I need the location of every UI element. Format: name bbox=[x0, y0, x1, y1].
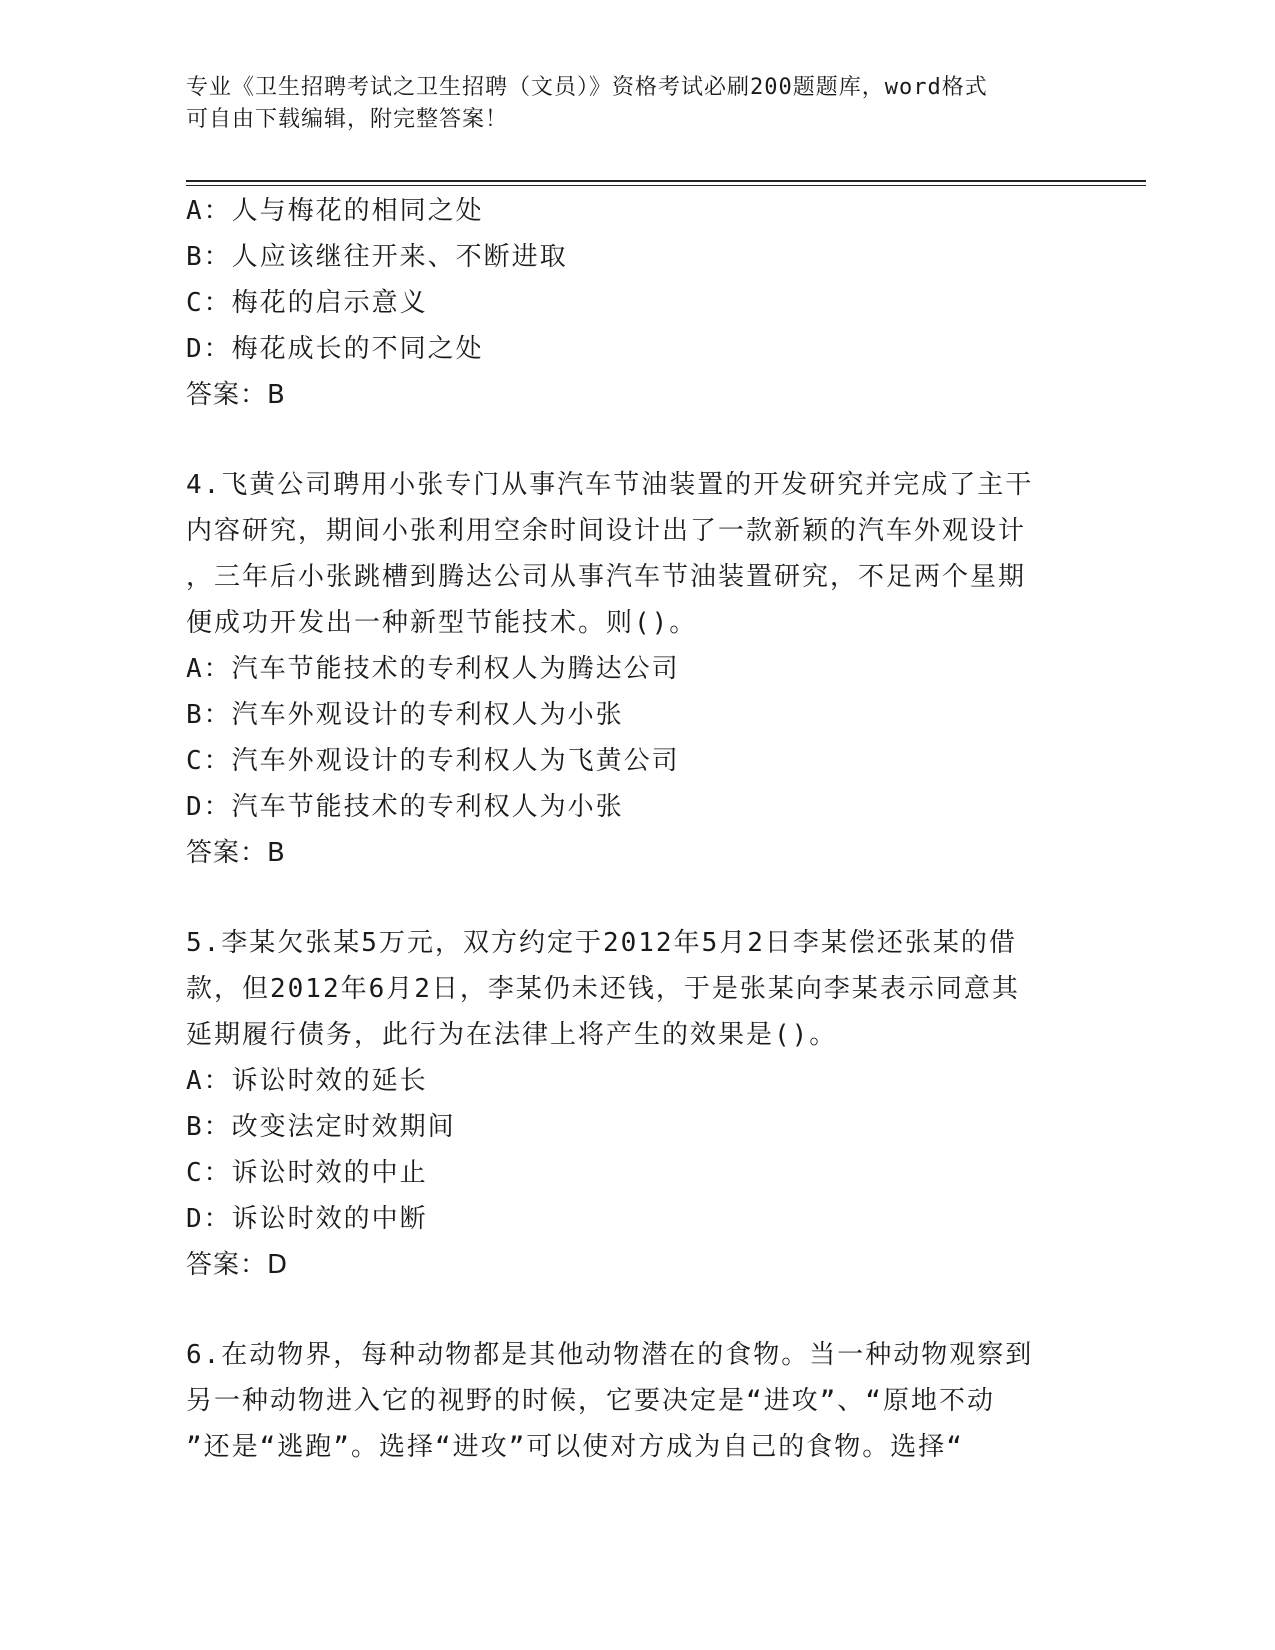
stem-line: 内容研究，期间小张利用空余时间设计出了一款新颖的汽车外观设计 bbox=[186, 516, 1027, 546]
question-6 bbox=[186, 1332, 1076, 1470]
stem-line: ”还是“逃跑”。选择“进攻”可以使对方成为自己的食物。选择“ bbox=[186, 1432, 964, 1462]
option-b: B：人应该继往开来、不断进取 bbox=[186, 242, 568, 272]
document-header bbox=[186, 72, 1086, 136]
option-d: D：梅花成长的不同之处 bbox=[186, 334, 484, 364]
question-4 bbox=[186, 462, 1076, 876]
option-d: D：诉讼时效的中断 bbox=[186, 1204, 428, 1234]
stem-line: 另一种动物进入它的视野的时候，它要决定是“进攻”、“原地不动 bbox=[186, 1386, 995, 1416]
answer: 答案：B bbox=[186, 838, 286, 868]
stem-line: 4.飞黄公司聘用小张专门从事汽车节油装置的开发研究并完成了主干 bbox=[186, 470, 1034, 500]
spacer bbox=[186, 1288, 1076, 1332]
header-line-1: 专业《卫生招聘考试之卫生招聘（文员）》资格考试必刷200题题库，word格式 bbox=[186, 75, 988, 100]
option-c: C：梅花的启示意义 bbox=[186, 288, 428, 318]
header-line-2: 可自由下载编辑，附完整答案！ bbox=[186, 107, 509, 132]
stem-line: 便成功开发出一种新型节能技术。则()。 bbox=[186, 608, 698, 638]
spacer bbox=[186, 876, 1076, 920]
option-d: D：汽车节能技术的专利权人为小张 bbox=[186, 792, 624, 822]
stem-line: ，三年后小张跳槽到腾达公司从事汽车节油装置研究，不足两个星期 bbox=[186, 562, 1027, 592]
option-a: A：诉讼时效的延长 bbox=[186, 1066, 428, 1096]
question-stem bbox=[186, 920, 1076, 1058]
option-c: C：汽车外观设计的专利权人为飞黄公司 bbox=[186, 746, 680, 776]
question-3 bbox=[186, 188, 1076, 418]
option-c: C：诉讼时效的中止 bbox=[186, 1158, 428, 1188]
question-stem bbox=[186, 1332, 1076, 1470]
option-a: A：汽车节能技术的专利权人为腾达公司 bbox=[186, 654, 680, 684]
option-b: B：改变法定时效期间 bbox=[186, 1112, 456, 1142]
answer: 答案：D bbox=[186, 1250, 289, 1280]
stem-line: 延期履行债务，此行为在法律上将产生的效果是()。 bbox=[186, 1020, 838, 1050]
option-b: B：汽车外观设计的专利权人为小张 bbox=[186, 700, 624, 730]
document-body bbox=[186, 188, 1076, 1470]
stem-line: 6.在动物界，每种动物都是其他动物潜在的食物。当一种动物观察到 bbox=[186, 1340, 1034, 1370]
option-a: A：人与梅花的相同之处 bbox=[186, 196, 484, 226]
stem-line: 款，但2012年6月2日，李某仍未还钱，于是张某向李某表示同意其 bbox=[186, 974, 1020, 1004]
header-divider-thick bbox=[186, 180, 1146, 182]
question-5 bbox=[186, 920, 1076, 1288]
header-divider-thin bbox=[186, 185, 1146, 186]
spacer bbox=[186, 418, 1076, 462]
answer: 答案：B bbox=[186, 380, 286, 410]
stem-line: 5.李某欠张某5万元，双方约定于2012年5月2日李某偿还张某的借 bbox=[186, 928, 1017, 958]
question-stem bbox=[186, 462, 1076, 646]
